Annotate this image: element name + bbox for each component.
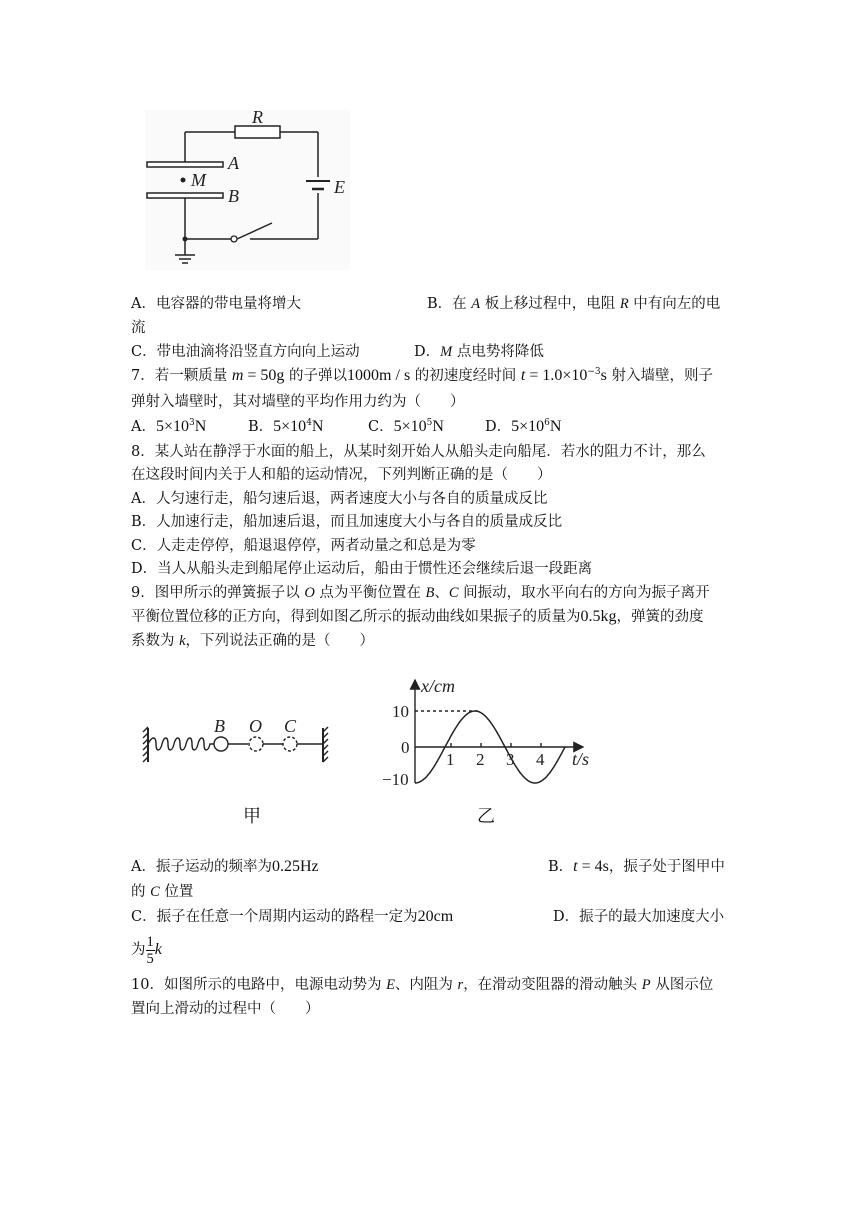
label-R: R xyxy=(252,107,263,127)
x-tick-4: 4 xyxy=(536,750,545,769)
y-tick-0: 0 xyxy=(401,738,410,757)
q9-option-b-wrap: 的 C 位置 xyxy=(131,884,194,900)
q8-option-b: B．人加速行走，船加速后退，而且加速度大小与各自的质量成反比 xyxy=(131,514,563,530)
q7-option-a: A．$5\times 10^3N$ xyxy=(131,418,207,435)
q9-option-d-wrap: 为 $\frac{1}{5}$ k xyxy=(131,933,162,967)
label-M: M xyxy=(191,170,206,190)
x-tick-2: 2 xyxy=(476,750,485,769)
q9-stem-line2: 平衡位置位移的正方向，得到如图乙所示的振动曲线如果振子的质量为0.5kg，弹簧的劲度 xyxy=(131,608,704,625)
q9-stem-line1: 9．图甲所示的弹簧振子以 O 点为平衡位置在 B、C 间振动，取水平向右的方向为振子离开 xyxy=(131,585,710,601)
q9-stem-line3: 系数为 k，下列说法正确的是（ ） xyxy=(131,633,375,649)
q9-option-b: B．t = 4s，振子处于图甲中 xyxy=(548,858,725,875)
q7-option-d: D．$5\times 10^6N$ xyxy=(485,418,562,435)
q10-stem-line2: 置向上滑动的过程中（ ） xyxy=(131,1001,320,1017)
label-B-ball: B xyxy=(214,716,225,736)
q9-option-c: C．振子在任意一个周期内运动的路程一定为20cm xyxy=(131,908,454,925)
x-tick-3: 3 xyxy=(506,750,515,769)
q7-stem-line1: 7．若一颗质量 m = 50g 的子弹以1000m / s 的初速度经时间 $t = 1.0\times 10^{-3}s$ 射入墙壁，则子 xyxy=(131,367,714,384)
q7-option-b: B．$5\times 10^4N$ xyxy=(248,418,324,435)
label-E: E xyxy=(334,177,345,197)
q8-stem-line2: 在这段时间内关于人和船的运动情况，下列判断正确的是（ ） xyxy=(131,467,552,483)
q7-option-c: C．$5\times 10^5N$ xyxy=(368,418,444,435)
y-tick-10: 10 xyxy=(392,702,409,721)
spring-oscillator-figure xyxy=(140,710,340,780)
label-B: B xyxy=(228,186,239,206)
q8-option-d: D．当人从船头走到船尾停止运动后，船由于惯性还会继续后退一段距离 xyxy=(131,561,593,577)
q6-option-a: A．电容器的带电量将增大 xyxy=(131,296,301,312)
q6-option-b-wrap: 流 xyxy=(131,320,146,336)
y-axis-label: x/cm xyxy=(421,676,455,696)
x-tick-1: 1 xyxy=(446,750,455,769)
label-O-ball: O xyxy=(249,716,262,736)
q6-option-b: B．在 A 板上移过程中，电阻 R 中有向左的电 xyxy=(427,296,721,312)
q8-option-c: C．人走走停停，船退退停停，两者动量之和总是为零 xyxy=(131,538,476,554)
q7-stem-line2: 弹射入墙壁时，其对墙壁的平均作用力约为（ ） xyxy=(131,394,465,410)
q6-option-c: C．带电油滴将沿竖直方向向上运动 xyxy=(131,344,360,360)
q9-option-d: D．振子的最大加速度大小 xyxy=(553,909,725,925)
q10-stem-line1: 10．如图所示的电路中，电源电动势为 E、内阻为 r，在滑动变阻器的滑动触头 P 从图示位 xyxy=(131,977,714,993)
circuit-diagram xyxy=(140,105,355,275)
q6-option-d: D．M 点电势将降低 xyxy=(414,344,544,360)
y-tick-minus10: −10 xyxy=(382,770,409,789)
label-C-ball: C xyxy=(284,716,297,736)
fraction-one-fifth: $\frac{1}{5}$ xyxy=(146,933,154,967)
figure-label-yi: 乙 xyxy=(477,806,495,827)
q8-option-a: A．人匀速行走，船匀速后退，两者速度大小与各自的质量成反比 xyxy=(131,491,548,507)
label-A: A xyxy=(228,153,239,173)
q9-option-a: A．振子运动的频率为0.25Hz xyxy=(131,858,319,875)
figure-label-jia: 甲 xyxy=(243,806,261,827)
q8-stem-line1: 8．某人站在静浮于水面的船上，从某时刻开始人从船头走向船尾．若水的阻力不计，那么 xyxy=(131,444,706,460)
vibration-curve-chart xyxy=(375,675,610,795)
x-axis-label: t/s xyxy=(572,749,590,769)
